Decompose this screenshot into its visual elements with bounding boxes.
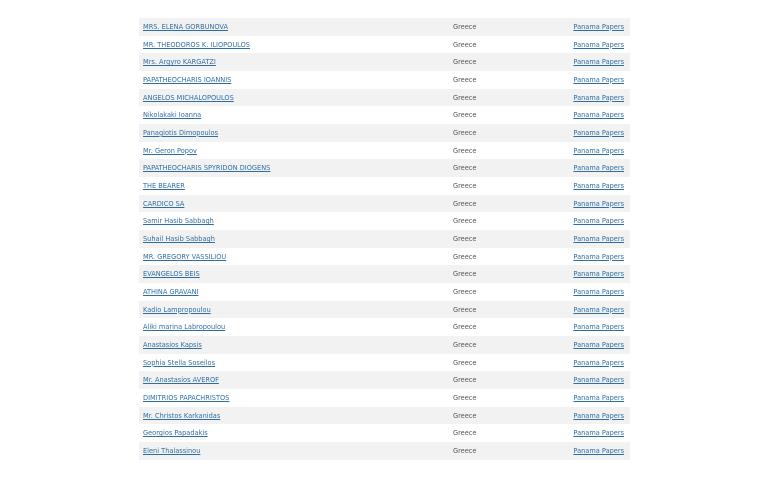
source-cell xyxy=(553,182,630,190)
country-cell: Greece xyxy=(453,199,477,208)
name-cell xyxy=(139,41,453,49)
data-source-link[interactable]: Panama Papers xyxy=(573,270,624,279)
table-row xyxy=(139,407,630,425)
table-row xyxy=(139,442,630,460)
country-cell: Greece xyxy=(453,323,477,332)
source-cell xyxy=(553,288,630,296)
country-cell: Greece xyxy=(453,75,477,84)
results-table xyxy=(139,18,630,460)
table-row xyxy=(139,18,630,36)
table-row xyxy=(139,159,630,177)
data-source-link[interactable]: Panama Papers xyxy=(573,164,624,173)
entity-name-link[interactable]: MR. GREGORY VASSILIOU xyxy=(143,252,227,261)
country-cell: Greece xyxy=(453,234,477,243)
country-cell: Greece xyxy=(453,340,477,349)
table-row xyxy=(139,195,630,213)
country-cell: Greece xyxy=(453,429,477,438)
data-source-link[interactable]: Panama Papers xyxy=(573,376,624,385)
source-cell xyxy=(553,341,630,349)
name-cell xyxy=(139,200,453,208)
entity-name-link[interactable]: THE BEARER xyxy=(143,181,185,190)
table-row xyxy=(139,265,630,283)
source-cell xyxy=(553,76,630,84)
name-cell xyxy=(139,147,453,155)
data-source-link[interactable]: Panama Papers xyxy=(573,393,624,402)
entity-name-link[interactable]: ANGELOS MICHALOPOULOS xyxy=(143,93,234,102)
country-cell: Greece xyxy=(453,40,477,49)
source-cell xyxy=(553,447,630,455)
entity-name-link[interactable]: Sophia Stella Soseilos xyxy=(143,358,216,367)
entity-name-link[interactable]: ATHINA GRAVANI xyxy=(143,287,199,296)
name-cell xyxy=(139,288,453,296)
source-cell xyxy=(553,394,630,402)
name-cell xyxy=(139,376,453,384)
entity-name-link[interactable]: Mr. Christos Karkanidas xyxy=(143,411,221,420)
entity-name-link[interactable]: CARDICO SA xyxy=(143,199,185,208)
country-cell: Greece xyxy=(453,58,477,67)
name-cell xyxy=(139,129,453,137)
country-cell: Greece xyxy=(453,287,477,296)
source-cell xyxy=(553,111,630,119)
entity-name-link[interactable]: Eleni Thalassinou xyxy=(143,446,201,455)
country-cell: Greece xyxy=(453,252,477,261)
table-row xyxy=(139,36,630,54)
data-source-link[interactable]: Panama Papers xyxy=(573,58,624,67)
entity-name-link[interactable]: Panagiotis Dimopoulos xyxy=(143,128,219,137)
source-cell xyxy=(553,412,630,420)
table-row xyxy=(139,212,630,230)
source-cell xyxy=(553,23,630,31)
name-cell xyxy=(139,253,453,261)
data-source-link[interactable]: Panama Papers xyxy=(573,75,624,84)
entity-name-link[interactable]: Mrs. Argyro KARGATZI xyxy=(143,58,216,67)
table-row xyxy=(139,389,630,407)
country-cell: Greece xyxy=(453,358,477,367)
entity-name-link[interactable]: DIMITRIOS PAPACHRISTOS xyxy=(143,393,230,402)
entity-name-link[interactable]: Kadio Lampropoulou xyxy=(143,305,211,314)
source-cell xyxy=(553,164,630,172)
entity-name-link[interactable]: PAPATHEOCHARIS SPYRIDON DIOGENS xyxy=(143,164,271,173)
country-cell: Greece xyxy=(453,181,477,190)
data-source-link[interactable]: Panama Papers xyxy=(573,146,624,155)
entity-name-link[interactable]: PAPATHEOCHARIS IOANNIS xyxy=(143,75,232,84)
entity-name-link[interactable]: Anastasios Kapsis xyxy=(143,340,202,349)
data-source-link[interactable]: Panama Papers xyxy=(573,340,624,349)
table-row xyxy=(139,71,630,89)
source-cell xyxy=(553,429,630,437)
table-row xyxy=(139,371,630,389)
entity-name-link[interactable]: Aliki marina Labropoulou xyxy=(143,323,226,332)
source-cell xyxy=(553,58,630,66)
country-cell: Greece xyxy=(453,22,477,31)
name-cell xyxy=(139,111,453,119)
entity-name-link[interactable]: Georgios Papadakis xyxy=(143,429,208,438)
source-cell xyxy=(553,253,630,261)
country-cell: Greece xyxy=(453,164,477,173)
table-row xyxy=(139,230,630,248)
data-source-link[interactable]: Panama Papers xyxy=(573,252,624,261)
data-source-link[interactable]: Panama Papers xyxy=(573,287,624,296)
table-row xyxy=(139,53,630,71)
data-source-link[interactable]: Panama Papers xyxy=(573,93,624,102)
data-source-link[interactable]: Panama Papers xyxy=(573,305,624,314)
data-source-link[interactable]: Panama Papers xyxy=(573,411,624,420)
entity-name-link[interactable]: MRS. ELENA GORBUNOVA xyxy=(143,22,229,31)
name-cell xyxy=(139,412,453,420)
country-cell: Greece xyxy=(453,305,477,314)
table-row xyxy=(139,424,630,442)
country-cell: Greece xyxy=(453,128,477,137)
country-cell: Greece xyxy=(453,411,477,420)
country-cell: Greece xyxy=(453,111,477,120)
table-row xyxy=(139,248,630,266)
source-cell xyxy=(553,200,630,208)
data-source-link[interactable]: Panama Papers xyxy=(573,358,624,367)
source-cell xyxy=(553,94,630,102)
name-cell xyxy=(139,447,453,455)
source-cell xyxy=(553,235,630,243)
data-source-link[interactable]: Panama Papers xyxy=(573,217,624,226)
data-source-link[interactable]: Panama Papers xyxy=(573,234,624,243)
data-source-link[interactable]: Panama Papers xyxy=(573,22,624,31)
name-cell xyxy=(139,164,453,172)
country-cell: Greece xyxy=(453,93,477,102)
country-cell: Greece xyxy=(453,393,477,402)
entity-name-link[interactable]: Samir Hasib Sabbagh xyxy=(143,217,214,226)
entity-name-link[interactable]: MR. THEODOROS K. ILIOPOULOS xyxy=(143,40,250,49)
table-row xyxy=(139,142,630,160)
data-source-link[interactable]: Panama Papers xyxy=(573,128,624,137)
name-cell xyxy=(139,341,453,349)
country-cell: Greece xyxy=(453,376,477,385)
table-row xyxy=(139,124,630,142)
data-source-link[interactable]: Panama Papers xyxy=(573,429,624,438)
source-cell xyxy=(553,359,630,367)
data-source-link[interactable]: Panama Papers xyxy=(573,199,624,208)
name-cell xyxy=(139,76,453,84)
name-cell xyxy=(139,306,453,314)
name-cell xyxy=(139,270,453,278)
source-cell xyxy=(553,41,630,49)
entity-name-link[interactable]: Mr. Geron Popov xyxy=(143,146,197,155)
country-cell: Greece xyxy=(453,270,477,279)
name-cell xyxy=(139,217,453,225)
entity-name-link[interactable]: EVANGELOS BEIS xyxy=(143,270,200,279)
name-cell xyxy=(139,23,453,31)
source-cell xyxy=(553,147,630,155)
source-cell xyxy=(553,306,630,314)
data-source-link[interactable]: Panama Papers xyxy=(573,323,624,332)
data-source-link[interactable]: Panama Papers xyxy=(573,111,624,120)
name-cell xyxy=(139,429,453,437)
name-cell xyxy=(139,94,453,102)
country-cell: Greece xyxy=(453,217,477,226)
name-cell xyxy=(139,359,453,367)
name-cell xyxy=(139,182,453,190)
name-cell xyxy=(139,394,453,402)
source-cell xyxy=(553,129,630,137)
data-source-link[interactable]: Panama Papers xyxy=(573,40,624,49)
table-row xyxy=(139,177,630,195)
name-cell xyxy=(139,235,453,243)
source-cell xyxy=(553,376,630,384)
country-cell: Greece xyxy=(453,446,477,455)
table-row xyxy=(139,283,630,301)
table-row xyxy=(139,89,630,107)
table-row xyxy=(139,301,630,319)
entity-name-link[interactable]: Suhail Hasib Sabbagh xyxy=(143,234,215,243)
table-row xyxy=(139,354,630,372)
table-row xyxy=(139,318,630,336)
name-cell xyxy=(139,58,453,66)
entity-name-link[interactable]: Mr. Anastasios AVEROF xyxy=(143,376,219,385)
table-row xyxy=(139,106,630,124)
country-cell: Greece xyxy=(453,146,477,155)
data-source-link[interactable]: Panama Papers xyxy=(573,446,624,455)
source-cell xyxy=(553,270,630,278)
table-row xyxy=(139,336,630,354)
entity-name-link[interactable]: Nikolakaki Ioanna xyxy=(143,111,202,120)
data-source-link[interactable]: Panama Papers xyxy=(573,181,624,190)
source-cell xyxy=(553,323,630,331)
name-cell xyxy=(139,323,453,331)
source-cell xyxy=(553,217,630,225)
